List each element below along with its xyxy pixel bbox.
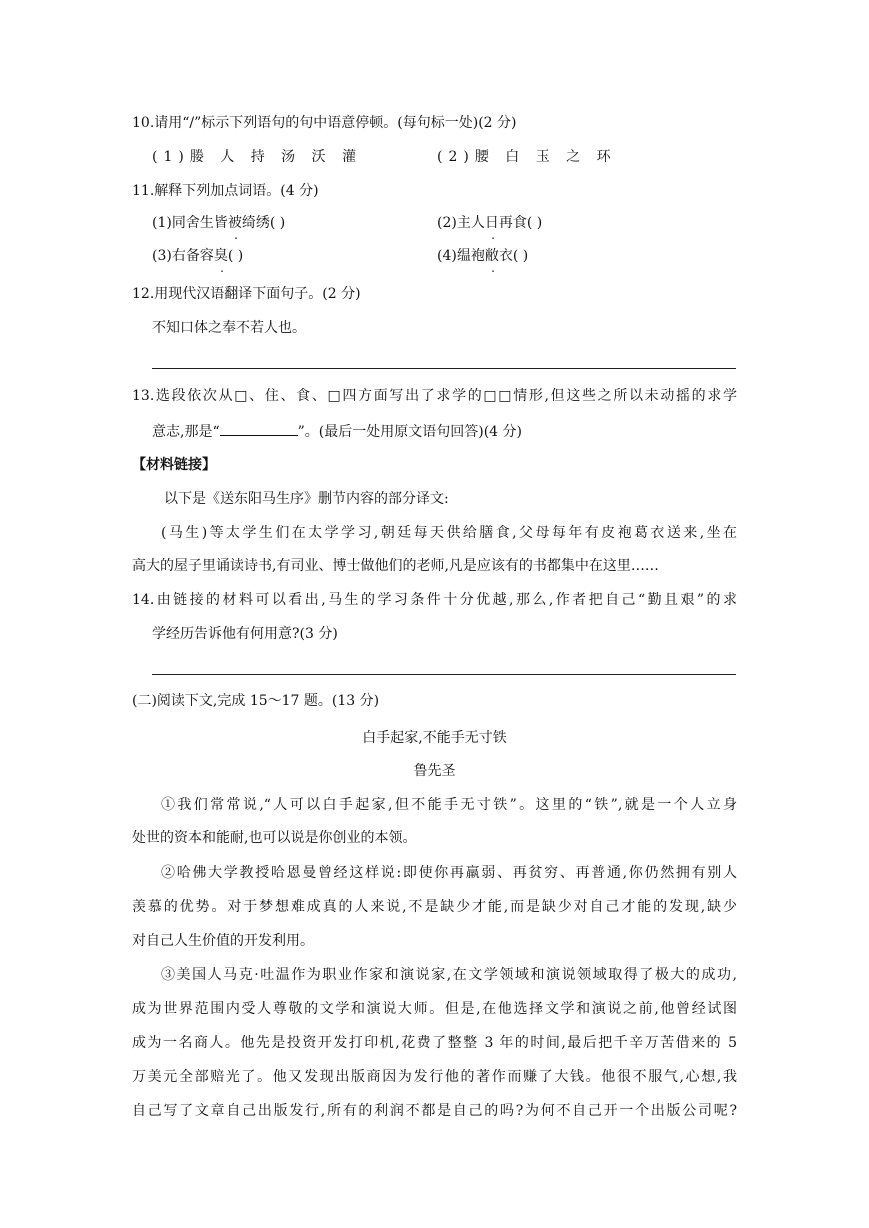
dotted-word: 日	[484, 215, 499, 231]
material-intro: 以下是《送东阳马生序》删节内容的部分译文:	[164, 491, 449, 507]
q11-stem: 11.解释下列加点词语。(4 分)	[132, 183, 319, 199]
article-p1-line-1: ①我们常常说,“人可以白手起家,但不能手无寸铁”。这里的“铁”,就是一个人立身	[161, 797, 737, 813]
article-title: 白手起家,不能手无寸铁	[362, 730, 507, 746]
dotted-word: 敝	[484, 248, 499, 264]
q13-line-2: 意志,那是“ ”。(最后一处用原文语句回答)(4 分)	[152, 421, 522, 441]
article-p2-line-3: 对自己人生价值的开发利用。	[132, 933, 314, 949]
article-author: 鲁先圣	[413, 763, 456, 779]
q11-item-2: (2)主人日再食( )	[437, 215, 543, 231]
material-para-line-1: (马生)等太学生们在太学学习,朝廷每天供给膳食,父母每年有皮袍葛衣送来,坐在	[161, 525, 737, 541]
q10-item-2: (2)腰 白 玉 之 环	[437, 149, 617, 165]
section2-heading: (二)阅读下文,完成 15～17 题。(13 分)	[132, 693, 380, 709]
q12-answer-line[interactable]	[152, 368, 736, 369]
dotted-word: 臭	[213, 248, 228, 264]
article-p3-line-3: 成为一名商人。他先是投资开发打印机,花费了整整 3 年的时间,最后把千辛万苦借来的 5	[132, 1035, 737, 1051]
q14-line-1: 14.由链接的材料可以看出,马生的学习条件十分优越,那么,作者把自己“勤且艰”的求	[132, 592, 737, 608]
q11-item-4: (4)缊袍敝衣( )	[437, 248, 529, 264]
q13-line-1: 13.选段依次从□、住、食、□四方面写出了求学的□□情形,但这些之所以未动摇的求学	[132, 388, 737, 404]
q12-sentence: 不知口体之奉不若人也。	[152, 320, 306, 336]
article-p3-line-1: ③美国人马克·吐温作为职业作家和演说家,在文学领域和演说领域取得了极大的成功,	[161, 967, 737, 983]
article-p3-line-5: 自己写了文章自己出版发行,所有的利润不都是自己的吗?为何不自己开一个出版公司呢?	[132, 1103, 737, 1119]
q11-item-3: (3)右备容臭( )	[152, 248, 244, 264]
article-p1-line-2: 处世的资本和能耐,也可以说是你创业的本领。	[132, 830, 417, 846]
dotted-word: 被	[227, 215, 242, 231]
article-p3-line-2: 成为世界范围内受人尊敬的文学和演说大师。但是,在他选择文学和演说之前,他曾经试图	[132, 1001, 737, 1017]
q10-item-1: (1)媵 人 持 汤 沃 灌	[152, 149, 363, 165]
q14-answer-line[interactable]	[152, 674, 736, 675]
article-p2-line-1: ②哈佛大学教授哈恩曼曾经这样说:即使你再羸弱、再贫穷、再普通,你仍然拥有别人	[161, 865, 737, 881]
q11-item-1: (1)同舍生皆被绮绣( )	[152, 215, 286, 231]
q12-stem: 12.用现代汉语翻译下面句子。(2 分)	[132, 286, 361, 302]
material-para-line-2: 高大的屋子里诵读诗书,有司业、博士做他们的老师,凡是应该有的书都集中在这里……	[132, 558, 659, 574]
q14-line-2: 学经历告诉他有何用意?(3 分)	[152, 626, 338, 642]
article-p2-line-2: 羡慕的优势。对于梦想难成真的人来说,不是缺少才能,而是缺少对自己才能的发现,缺少	[132, 899, 737, 915]
material-heading: 【材料链接】	[132, 457, 216, 473]
q13-fill-blank[interactable]	[220, 421, 298, 436]
q10-stem: 10.请用“/”标示下列语句的句中语意停顿。(每句标一处)(2 分)	[132, 115, 517, 131]
article-p3-line-4: 万美元全部赔光了。他又发现出版商因为发行他的著作而赚了大钱。他很不服气,心想,我	[132, 1069, 737, 1085]
